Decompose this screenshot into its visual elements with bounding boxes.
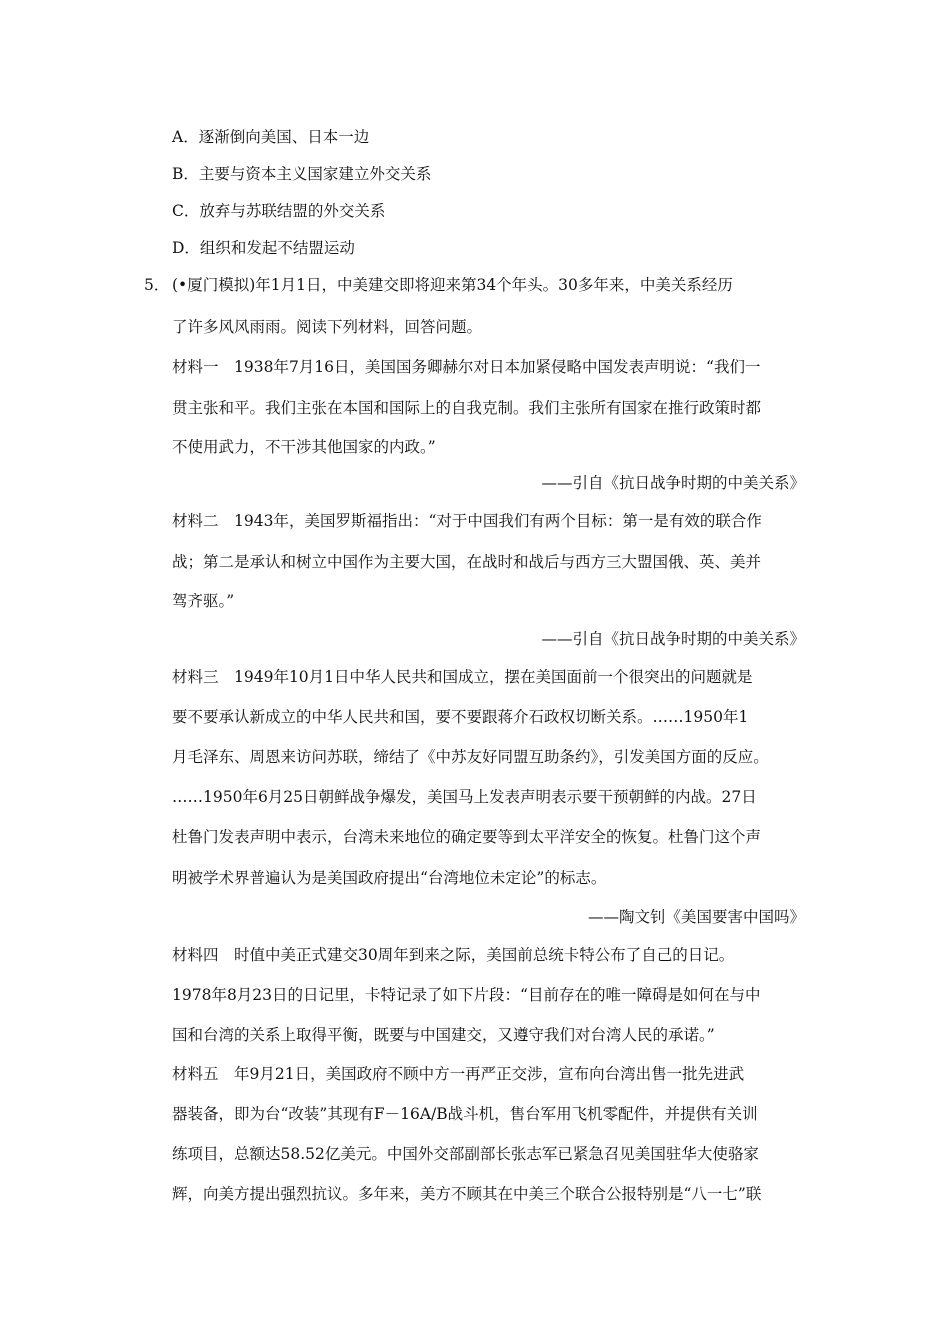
material4-line: 国和台湾的关系上取得平衡，既要与中国建交，又遵守我们对台湾人民的承诺。” <box>172 1026 715 1044</box>
option-c: C．放弃与苏联结盟的外交关系 <box>172 202 386 220</box>
material3-line: ……1950年6月25日朝鲜战争爆发，美国马上发表声明表示要干预朝鲜的内战。27日 <box>172 788 757 806</box>
material5-line: 练项目，总额达58.52亿美元。中国外交部副部长张志军已紧急召见美国驻华大使骆家 <box>172 1145 759 1163</box>
material5-line: 辉，向美方提出强烈抗议。多年来，美方不顾其在中美三个联合公报特别是“八一七”联 <box>172 1185 762 1203</box>
material3-source: ——陶文钊《美国要害中国吗》 <box>587 908 805 926</box>
question-intro-line: (•厦门模拟)年1月1日，中美建交即将迎来第34个年头。30多年来，中美关系经历 <box>172 276 733 294</box>
material2-line: 驾齐驱。” <box>172 592 235 610</box>
material4-line: 材料四 时值中美正式建交30周年到来之际，美国前总统卡特公布了自己的日记。 <box>172 946 735 964</box>
material5-line: 器装备，即为台“改装”其现有F－16A/B战斗机，售台军用飞机零配件，并提供有关训 <box>172 1105 758 1123</box>
material3-line: 要不要承认新成立的中华人民共和国，要不要跟蒋介石政权切断关系。……1950年1 <box>172 708 749 726</box>
material1-line: 不使用武力，不干涉其他国家的内政。” <box>172 438 436 456</box>
material1-line: 贯主张和平。我们主张在本国和国际上的自我克制。我们主张所有国家在推行政策时都 <box>172 399 762 417</box>
material2-line: 材料二 1943年，美国罗斯福指出：“对于中国我们有两个目标：第一是有效的联合作 <box>172 512 762 530</box>
material3-line: 杜鲁门发表声明中表示，台湾未来地位的确定要等到太平洋安全的恢复。杜鲁门这个声 <box>172 828 762 846</box>
material2-source: ——引自《抗日战争时期的中美关系》 <box>541 630 805 648</box>
material4-line: 1978年8月23日的日记里，卡特记录了如下片段：“目前存在的唯一障碍是如何在与中 <box>172 986 761 1004</box>
option-b: B．主要与资本主义国家建立外交关系 <box>172 165 432 183</box>
material5-line: 材料五 年9月21日，美国政府不顾中方一再严正交涉，宣布向台湾出售一批先进武 <box>172 1065 745 1083</box>
option-a: A．逐渐倒向美国、日本一边 <box>172 128 370 146</box>
material1-line: 材料一 1938年7月16日，美国国务卿赫尔对日本加紧侵略中国发表声明说：“我们一 <box>172 358 761 376</box>
material1-source: ——引自《抗日战争时期的中美关系》 <box>541 474 805 492</box>
material2-line: 战；第二是承认和树立中国作为主要大国，在战时和战后与西方三大盟国俄、英、美并 <box>172 553 762 571</box>
question-intro-line: 了许多风风雨雨。阅读下列材料，回答问题。 <box>172 318 483 336</box>
option-d: D．组织和发起不结盟运动 <box>172 239 355 257</box>
question-number: 5． <box>144 276 170 294</box>
material3-line: 月毛泽东、周恩来访问苏联，缔结了《中苏友好同盟互助条约》，引发美国方面的反应。 <box>172 748 769 766</box>
material3-line: 材料三 1949年10月1日中华人民共和国成立，摆在美国面前一个很突出的问题就是 <box>172 668 753 686</box>
material3-line: 明被学术界普遍认为是美国政府提出“台湾地位未定论”的标志。 <box>172 869 607 887</box>
